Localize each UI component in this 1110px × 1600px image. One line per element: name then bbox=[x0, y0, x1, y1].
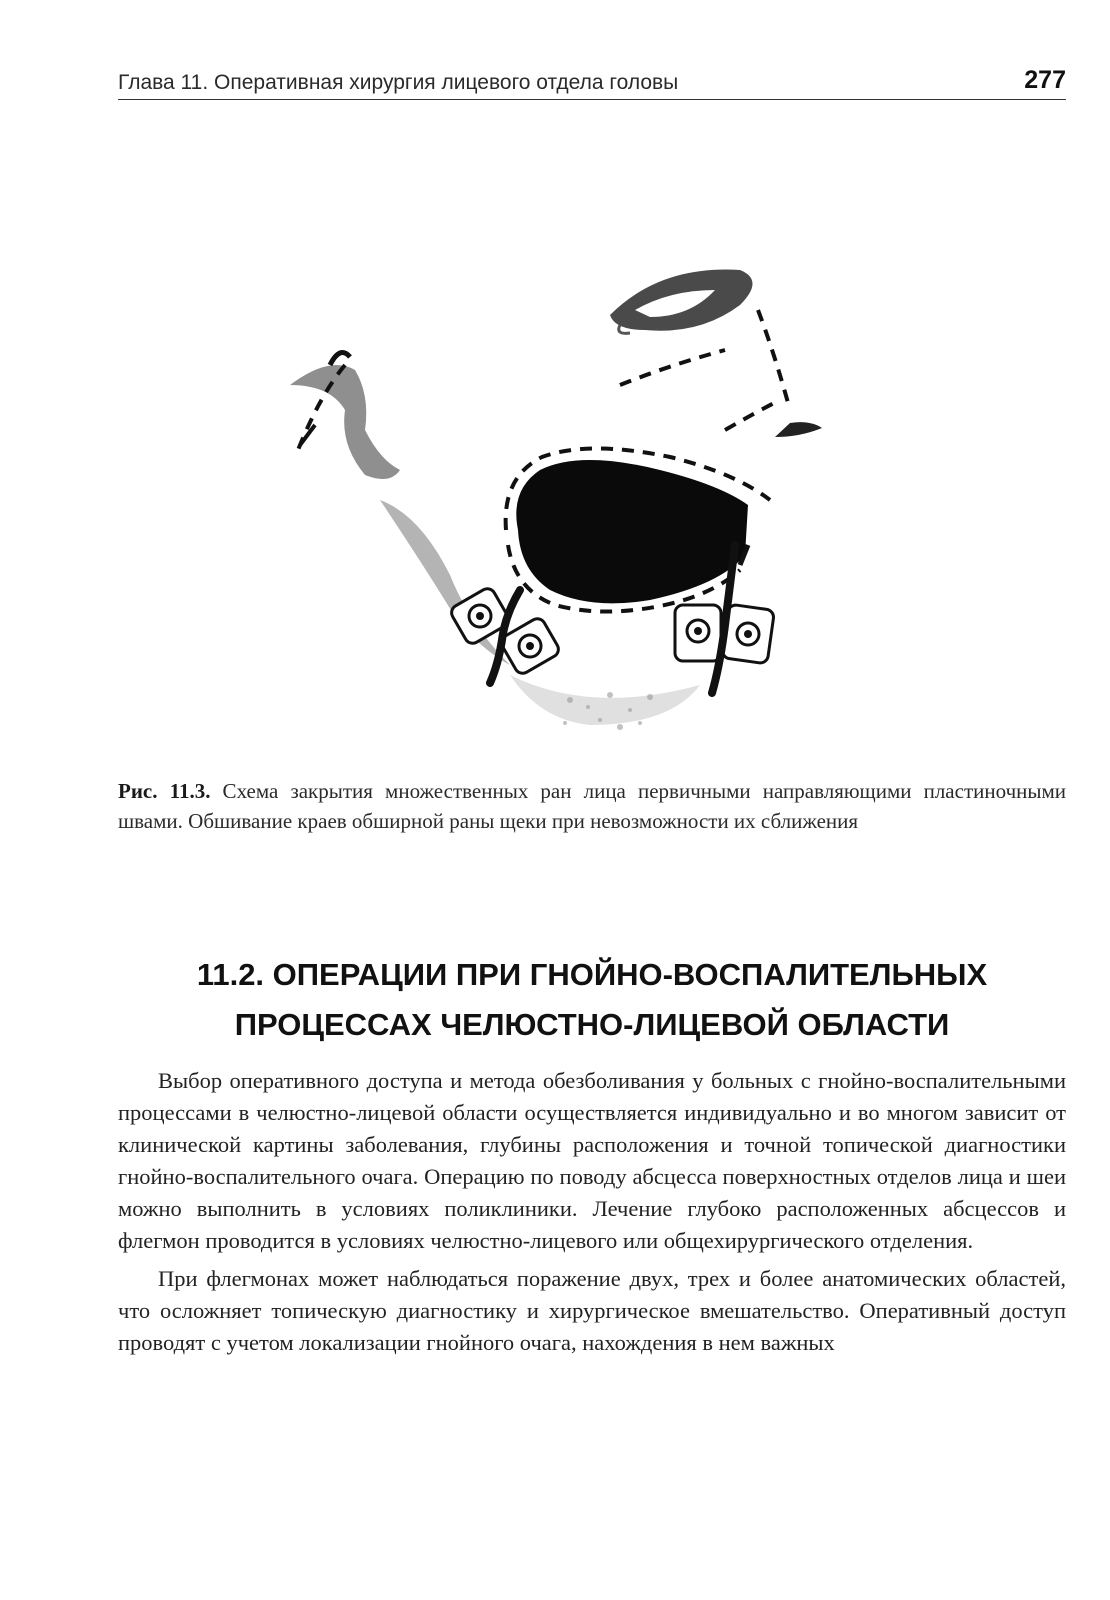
figure-caption-text: Схема закрытия множественных ран лица первичными направляющими пластиночными швами. Обшивание краев обширной раны щеки при невозможности их сближения bbox=[118, 779, 1067, 833]
running-header bbox=[118, 60, 1066, 100]
figure-face-wound-diagram bbox=[270, 245, 870, 765]
nostril-mark bbox=[775, 422, 822, 437]
section-heading-line-2: ПРОЦЕССАХ ЧЕЛЮСТНО-ЛИЦЕВОЙ ОБЛАСТИ bbox=[234, 1007, 950, 1042]
section-heading bbox=[118, 950, 1066, 1050]
paragraph: Выбор оперативного доступа и метода обезболивания у больных с гнойно-воспалительными процессами в челюстно-лицевой области осуществляется индивидуально и во многом зависит от клинической картины заболевания, глубины расположения и точной топической диагностики гнойно-воспалительного очага. Операцию по поводу абсцесса поверхностных отделов лица и шеи можно выполнить в условиях поликлиники. Лечение глубоко расположенных абсцессов и флегмон проводится в условиях челюстно-лицевого или общехирургического отделения. bbox=[118, 1068, 1066, 1253]
paragraph: При флегмонах может наблюдаться поражение двух, трех и более анатомических областей, что осложняет топическую диагностику и хирургическое вмешательство. Оперативный доступ проводят с учетом локализации гнойного очага, нахождения в нем важных bbox=[118, 1266, 1066, 1355]
page-number: 277 bbox=[1024, 66, 1066, 94]
body-text bbox=[118, 1065, 1066, 1359]
ear-sketch bbox=[290, 353, 400, 480]
section-heading-line-1: 11.2. ОПЕРАЦИИ ПРИ ГНОЙНО-ВОСПАЛИТЕЛЬНЫХ bbox=[196, 957, 988, 992]
face-wound-suture-diagram-icon bbox=[270, 245, 870, 765]
eye-sketch bbox=[610, 270, 753, 334]
figure-label: Рис. 11.3. bbox=[118, 779, 211, 803]
chapter-title: Глава 11. Оперативная хирургия лицевого отдела головы bbox=[118, 71, 679, 94]
figure-caption bbox=[118, 776, 1066, 836]
